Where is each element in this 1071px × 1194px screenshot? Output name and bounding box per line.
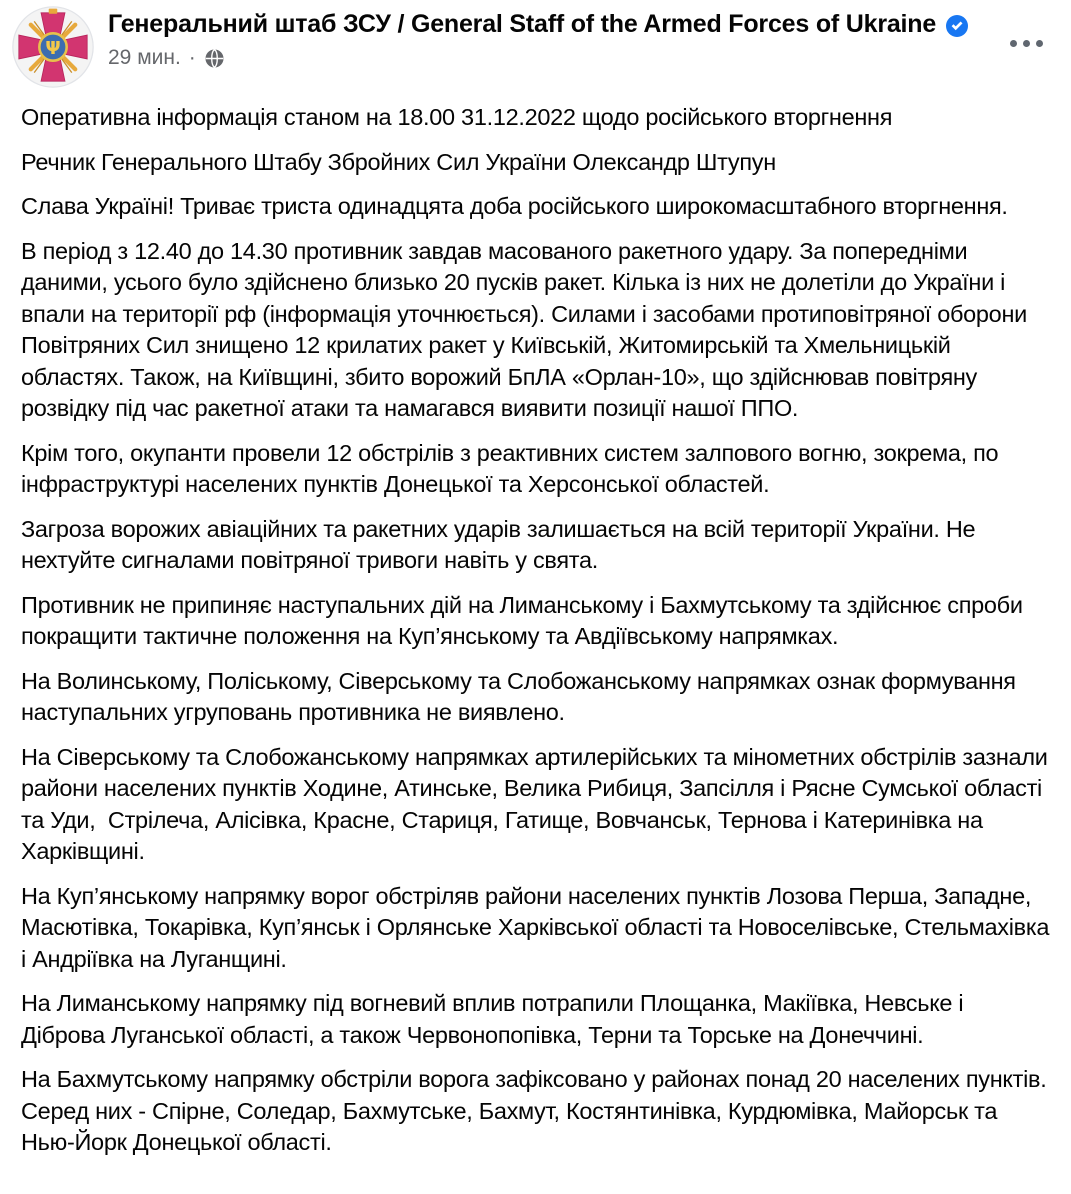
timestamp-link[interactable]: 29 мин. (108, 46, 181, 69)
post-paragraph: На Сіверському та Слобожанському напрямках артилерійських та мінометних обстрілів зазнали райони населених пунктів Ходине, Атинське, Велика Рибиця, Запсілля і Рясне Сумської області та Уди, Стрілеча, Алісівка, Красне, Стариця, Гатище, Вовчанськ, Тернова і Катеринівка на Харківщині. (21, 743, 1054, 864)
ellipsis-dot (1010, 40, 1017, 47)
page-avatar[interactable] (12, 6, 94, 88)
post-header (0, 0, 1071, 88)
post-meta (108, 46, 1000, 70)
post-paragraph: Слава Україні! Триває триста одинадцята доба російського широкомасштабного вторгнення. (21, 193, 1008, 219)
post-paragraph: На Куп’янському напрямку ворог обстріляв райони населених пунктів Лозова Перша, Западне, Масютівка, Токарівка, Куп’янськ і Орлянське Харківської області та Новоселівське, Стельмахівка і Андріївка на Луганщині. (21, 882, 1056, 972)
svg-text:Ψ: Ψ (45, 37, 61, 59)
general-staff-emblem-icon (12, 6, 94, 88)
ellipsis-dot (1036, 40, 1043, 47)
post-paragraph: На Бахмутському напрямку обстріли ворога зафіксовано у районах понад 20 населених пунктів. Серед них - Спірне, Соледар, Бахмутське, Бахмут, Костянтинівка, Курдюмівка, Майорськ та Нью-Йорк Донецької області. (21, 1066, 1053, 1155)
post-text (0, 88, 1071, 1189)
post-paragraph: Крім того, окупанти провели 12 обстрілів з реактивних систем залпового вогню, зокрема, по інфраструктурі населених пунктів Донецької та Херсонської областей. (21, 439, 1005, 497)
post-paragraph: На Волинському, Поліському, Сіверському та Слобожанському напрямках ознак формування наступальних угруповань противника не виявлено. (21, 667, 1022, 725)
verified-badge-icon (945, 14, 969, 38)
post-paragraph: Оперативна інформація станом на 18.00 31.12.2022 щодо російського вторгнення (21, 104, 893, 130)
meta-separator: · (188, 46, 196, 69)
post-paragraph: В період з 12.40 до 14.30 противник завдав масованого ракетного удару. За попередніми даними, усього було здійснено близько 20 пусків ракет. Кілька із них не долетіли до України і впали на території рф (інформація уточнюється). Силами і засобами протиповітряної оборони Повітряних Сил знищено 12 крилатих ракет у Київській, Житомирській та Хмельницькій областях. Також, на Київщині, збито ворожий БпЛА «Орлан-10», що здійснював повітряну розвідку під час ракетної атаки та намагався виявити позиції нашої ППО. (21, 237, 1034, 421)
post-paragraph: Загроза ворожих авіаційних та ракетних ударів залишається на всій території України. Не нехтуйте сигналами повітряної тривоги навіть у свята. (21, 515, 982, 573)
globe-public-icon (204, 48, 225, 69)
ellipsis-dot (1023, 40, 1030, 47)
name-row (108, 10, 1000, 39)
page-name-link[interactable]: Генеральний штаб ЗСУ / General Staff of the Armed Forces of Ukraine (108, 10, 937, 38)
post-paragraph: На Лиманському напрямку під вогневий вплив потрапили Площанка, Макіївка, Невське і Діброва Луганської області, а також Червонопопівка, Терни та Торське на Донеччині. (21, 990, 970, 1048)
header-text (108, 6, 1000, 70)
post-paragraph: Противник не припиняє наступальних дій на Лиманському і Бахмутському та здійснює спроби покращити тактичне положення на Куп’янському та Авдіївському напрямках. (21, 591, 1029, 649)
post-paragraph: Речник Генерального Штабу Збройних Сил України Олександр Штупун (21, 148, 776, 175)
post-menu-button[interactable] (1000, 32, 1053, 55)
